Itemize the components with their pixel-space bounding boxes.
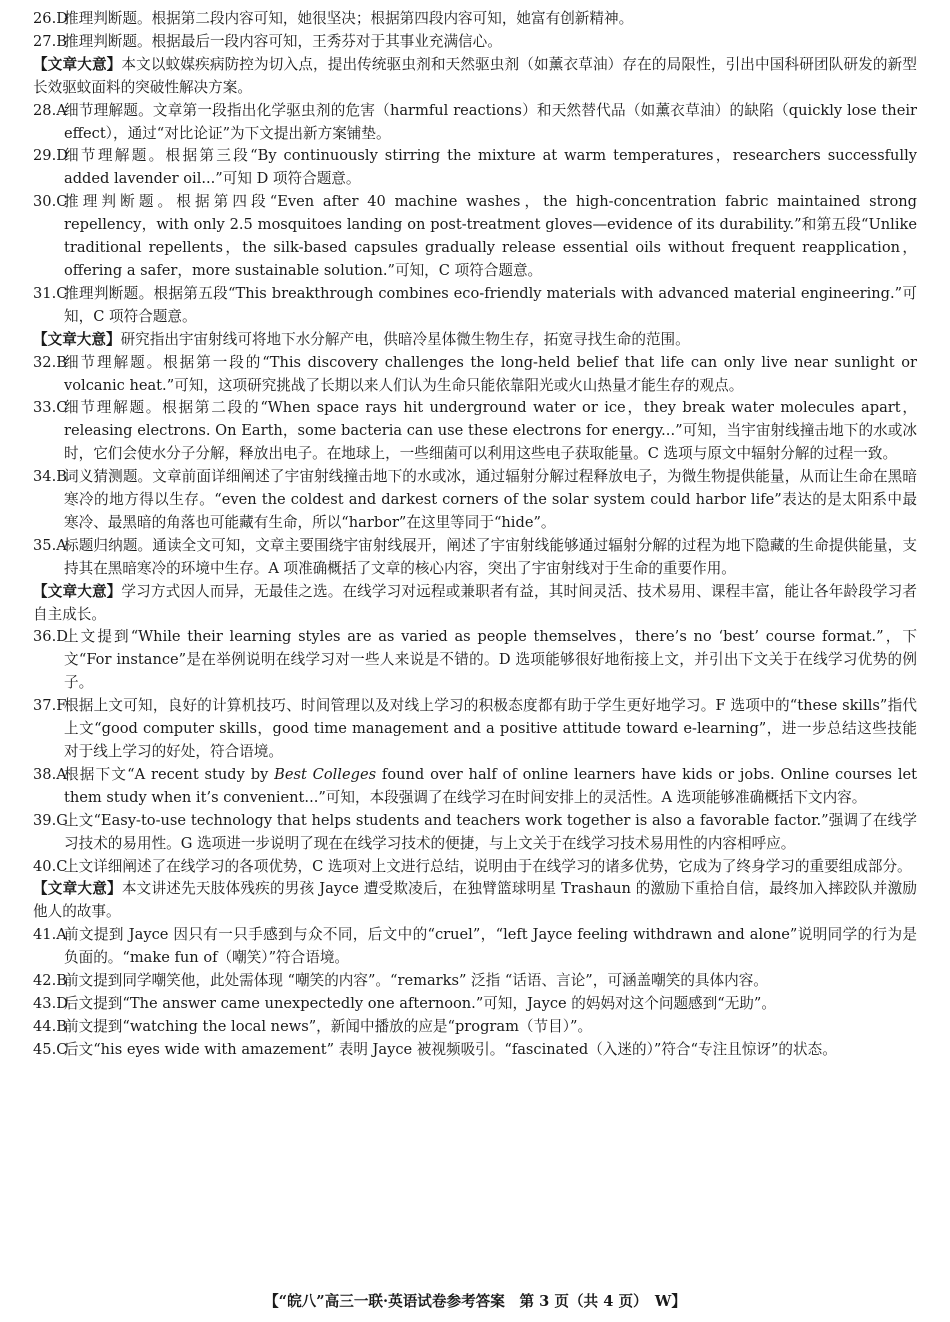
article-summary	[33, 54, 917, 100]
summary-tag: 【文章大意】	[33, 582, 122, 600]
answer-item	[33, 31, 917, 54]
answer-item	[33, 1039, 917, 1062]
article-summary	[33, 581, 917, 627]
answer-item	[33, 352, 917, 398]
summary-text: 学习方式因人而异，无最佳之选。在线学习对远程或兼职者有益，其时间灵活、技术易用、课程丰富，能让各年龄段学习者自主成长。	[33, 582, 917, 623]
answer-explanation: 推理判断题。根据最后一段内容可知，王秀芬对于其事业充满信心。	[64, 32, 502, 50]
answer-item	[33, 100, 917, 146]
answer-explanation: 细节理解题。根据第一段的“This discovery challenges the long-held belief that life can only live near sunlight or volcanic heat.”可知，这项研究挑战了长期以来人们认为生命只能依靠阳光或火山热量才能生存的观点。	[64, 353, 917, 394]
answer-explanation: 上文详细阐述了在线学习的各项优势，C 选项对上文进行总结，说明由于在线学习的诸多优势，它成为了终身学习的重要组成部分。	[64, 857, 912, 875]
answer-number: 34.B	[33, 468, 67, 486]
answer-item	[33, 810, 917, 856]
answer-explanation: 细节理解题。根据第三段“By continuously stirring the mixture at warm temperatures，researchers successfully added lavender oil...”可知 D 项符合题意。	[64, 147, 917, 188]
answer-explanation: 词义猜测题。文章前面详细阐述了宇宙射线撞击地下的水或冰，通过辐射分解过程释放电子，为微生物提供能量，从而让生命在黑暗寒冷的地方得以生存。“even the coldest and darkest corners of the solar system could harbor life”表达的是太阳系中最寒冷、最黑暗的角落也可能藏有生命，所以“harbor”在这里等同于“hide”。	[64, 468, 917, 531]
answer-number: 26.D	[33, 10, 68, 27]
explanation-italic: Best Colleges	[274, 765, 377, 783]
answer-number: 45.C	[33, 1040, 68, 1058]
answer-explanation: 根据上文可知，良好的计算机技巧、时间管理以及对线上学习的积极态度都有助于学生更好地学习。F 选项中的“these skills”指代上文“good computer skills，good time management and a positive attitude toward e-learning”，进一步总结这些技能对于线上学习的好处，符合语境。	[64, 697, 917, 760]
answer-explanation: 推理判断题。根据第二段内容可知，她很坚决；根据第四段内容可知，她富有创新精神。	[64, 10, 634, 27]
answer-item	[33, 191, 917, 283]
answer-item	[33, 1016, 917, 1039]
answer-number: 38.A	[33, 765, 67, 783]
answer-item	[33, 764, 917, 810]
answer-explanation: 标题归纳题。通读全文可知，文章主要围绕宇宙射线展开，阐述了宇宙射线能够通过辐射分解的过程为地下隐藏的生命提供能量，支持其在黑暗寒冷的环境中生存。A 项准确概括了文章的核心内容，突出了宇宙射线对于生命的重要作用。	[64, 536, 917, 577]
summary-tag: 【文章大意】	[33, 880, 122, 898]
answer-number: 42.B	[33, 972, 67, 990]
page-footer: 【“皖八”高三一联·英语试卷参考答案 第 3 页（共 4 页） W】	[264, 1293, 686, 1310]
answer-number: 40.C	[33, 857, 68, 875]
answer-item	[33, 466, 917, 535]
summary-text: 本文以蚊媒疾病防控为切入点，提出传统驱虫剂和天然驱虫剂（如薰衣草油）存在的局限性，引出中国科研团队研发的新型长效驱蚊面料的突破性解决方案。	[33, 55, 917, 96]
answer-number: 30.C	[33, 193, 68, 211]
answer-item	[33, 993, 917, 1016]
answer-item	[33, 970, 917, 993]
answer-explanation: 前文提到“watching the local news”，新闻中播放的应是“program（节目）”。	[64, 1017, 593, 1035]
answer-item	[33, 283, 917, 329]
answer-item	[33, 626, 917, 695]
answer-item	[33, 924, 917, 970]
summary-text: 本文讲述先天肢体残疾的男孩 Jayce 遭受欺凌后，在独臂篮球明星 Trashaun 的激励下重拾自信，最终加入摔跤队并激励他人的故事。	[33, 880, 917, 921]
answer-explanation: 上文提到“While their learning styles are as varied as people themselves，there’s no ‘best’ course format.”，下文“For instance”是在举例说明在线学习对一些人来说是不错的。D 选项能够很好地衔接上文，并引出下文关于在线学习优势的例子。	[64, 628, 917, 692]
answer-number: 29.D	[33, 147, 68, 165]
summary-tag: 【文章大意】	[33, 55, 122, 73]
answer-item	[33, 145, 917, 191]
answer-number: 27.B	[33, 32, 67, 50]
answer-number: 33.C	[33, 399, 68, 417]
answer-number: 44.B	[33, 1017, 67, 1035]
answer-number: 36.D	[33, 628, 68, 646]
answer-explanation: 推理判断题。根据第五段“This breakthrough combines eco-friendly materials with advanced material engineering.”可知，C 项符合题意。	[64, 284, 917, 325]
answer-number: 32.B	[33, 353, 67, 371]
article-summary	[33, 329, 917, 352]
answer-explanation: 细节理解题。根据第二段的“When space rays hit underground water or ice，they break water molecules apart，releasing electrons. On Earth，some bacteria can use these electrons for energy...”可知，当宇宙射线撞击地下的水或冰时，它们会使水分子分解，释放出电子。在地球上，一些细菌可以利用这些电子获取能量。C 选项与原文中辐射分解的过程一致。	[64, 399, 917, 463]
answer-number: 41.A	[33, 926, 67, 944]
answer-number: 35.A	[33, 536, 67, 554]
answer-explanation: 前文提到 Jayce 因只有一只手感到与众不同，后文中的“cruel”，“left Jayce feeling withdrawn and alone”说明同学的行为是负面的。“make fun of（嘲笑）”符合语境。	[64, 926, 917, 967]
answer-explanation: 推理判断题。根据第四段“Even after 40 machine washes，the high-concentration fabric maintained strong repellency，with only 2.5 mosquitoes landing on post-treatment gloves—evidence of its durability.”和第五段“Unlike traditional repellents，the silk-based capsules gradually release essential oils without frequent reapplication，offering a safer，more sustainable solution.”可知，C 项符合题意。	[64, 193, 917, 279]
answer-number: 43.D	[33, 994, 68, 1012]
answer-item	[33, 8, 917, 31]
explanation-part: 根据下文“A recent study by	[64, 765, 275, 783]
summary-tag: 【文章大意】	[33, 330, 121, 348]
article-summary	[33, 878, 917, 924]
answer-explanation: 后文提到“The answer came unexpectedly one afternoon.”可知，Jayce 的妈妈对这个问题感到“无助”。	[64, 994, 776, 1012]
explanation-part: found over half of online learners have kids or jobs. Online courses let them study when it’s convenient...”可知，本段强调了在线学习在时间安排上的灵活性。A 选项能够准确概括下文内容。	[64, 765, 918, 806]
answer-number: 39.G	[33, 811, 68, 829]
answer-item	[33, 856, 917, 879]
answer-number: 37.F	[33, 697, 67, 715]
answer-number: 28.A	[33, 101, 67, 119]
answer-explanation	[64, 764, 917, 810]
answer-explanation: 后文“his eyes wide with amazement” 表明 Jayce 被视频吸引。“fascinated（入迷的）”符合“专注且惊讶”的状态。	[64, 1040, 837, 1058]
answer-explanation: 上文“Easy-to-use technology that helps students and teachers work together is also a favorable factor.”强调了在线学习技术的易用性。G 选项进一步说明了现在在线学习技术的便捷，与上文关于在线学习技术易用性的内容相呼应。	[64, 811, 917, 852]
summary-text: 研究指出宇宙射线可将地下水分解产电，供暗冷星体微生物生存，拓宽寻找生命的范围。	[120, 330, 690, 348]
answer-explanation: 细节理解题。文章第一段指出化学驱虫剂的危害（harmful reactions）和天然替代品（如薰衣草油）的缺陷（quickly lose their effect），通过“对比论证”为下文提出新方案铺垫。	[64, 101, 917, 142]
answer-explanation: 前文提到同学嘲笑他，此处需体现 “嘲笑的内容”。“remarks” 泛指 “话语、言论”，可涵盖嘲笑的具体内容。	[64, 972, 768, 990]
answer-number: 31.C	[33, 284, 68, 302]
answer-item	[33, 695, 917, 764]
answer-key-page	[33, 8, 917, 1062]
answer-item	[33, 397, 917, 466]
answer-item	[33, 535, 917, 581]
